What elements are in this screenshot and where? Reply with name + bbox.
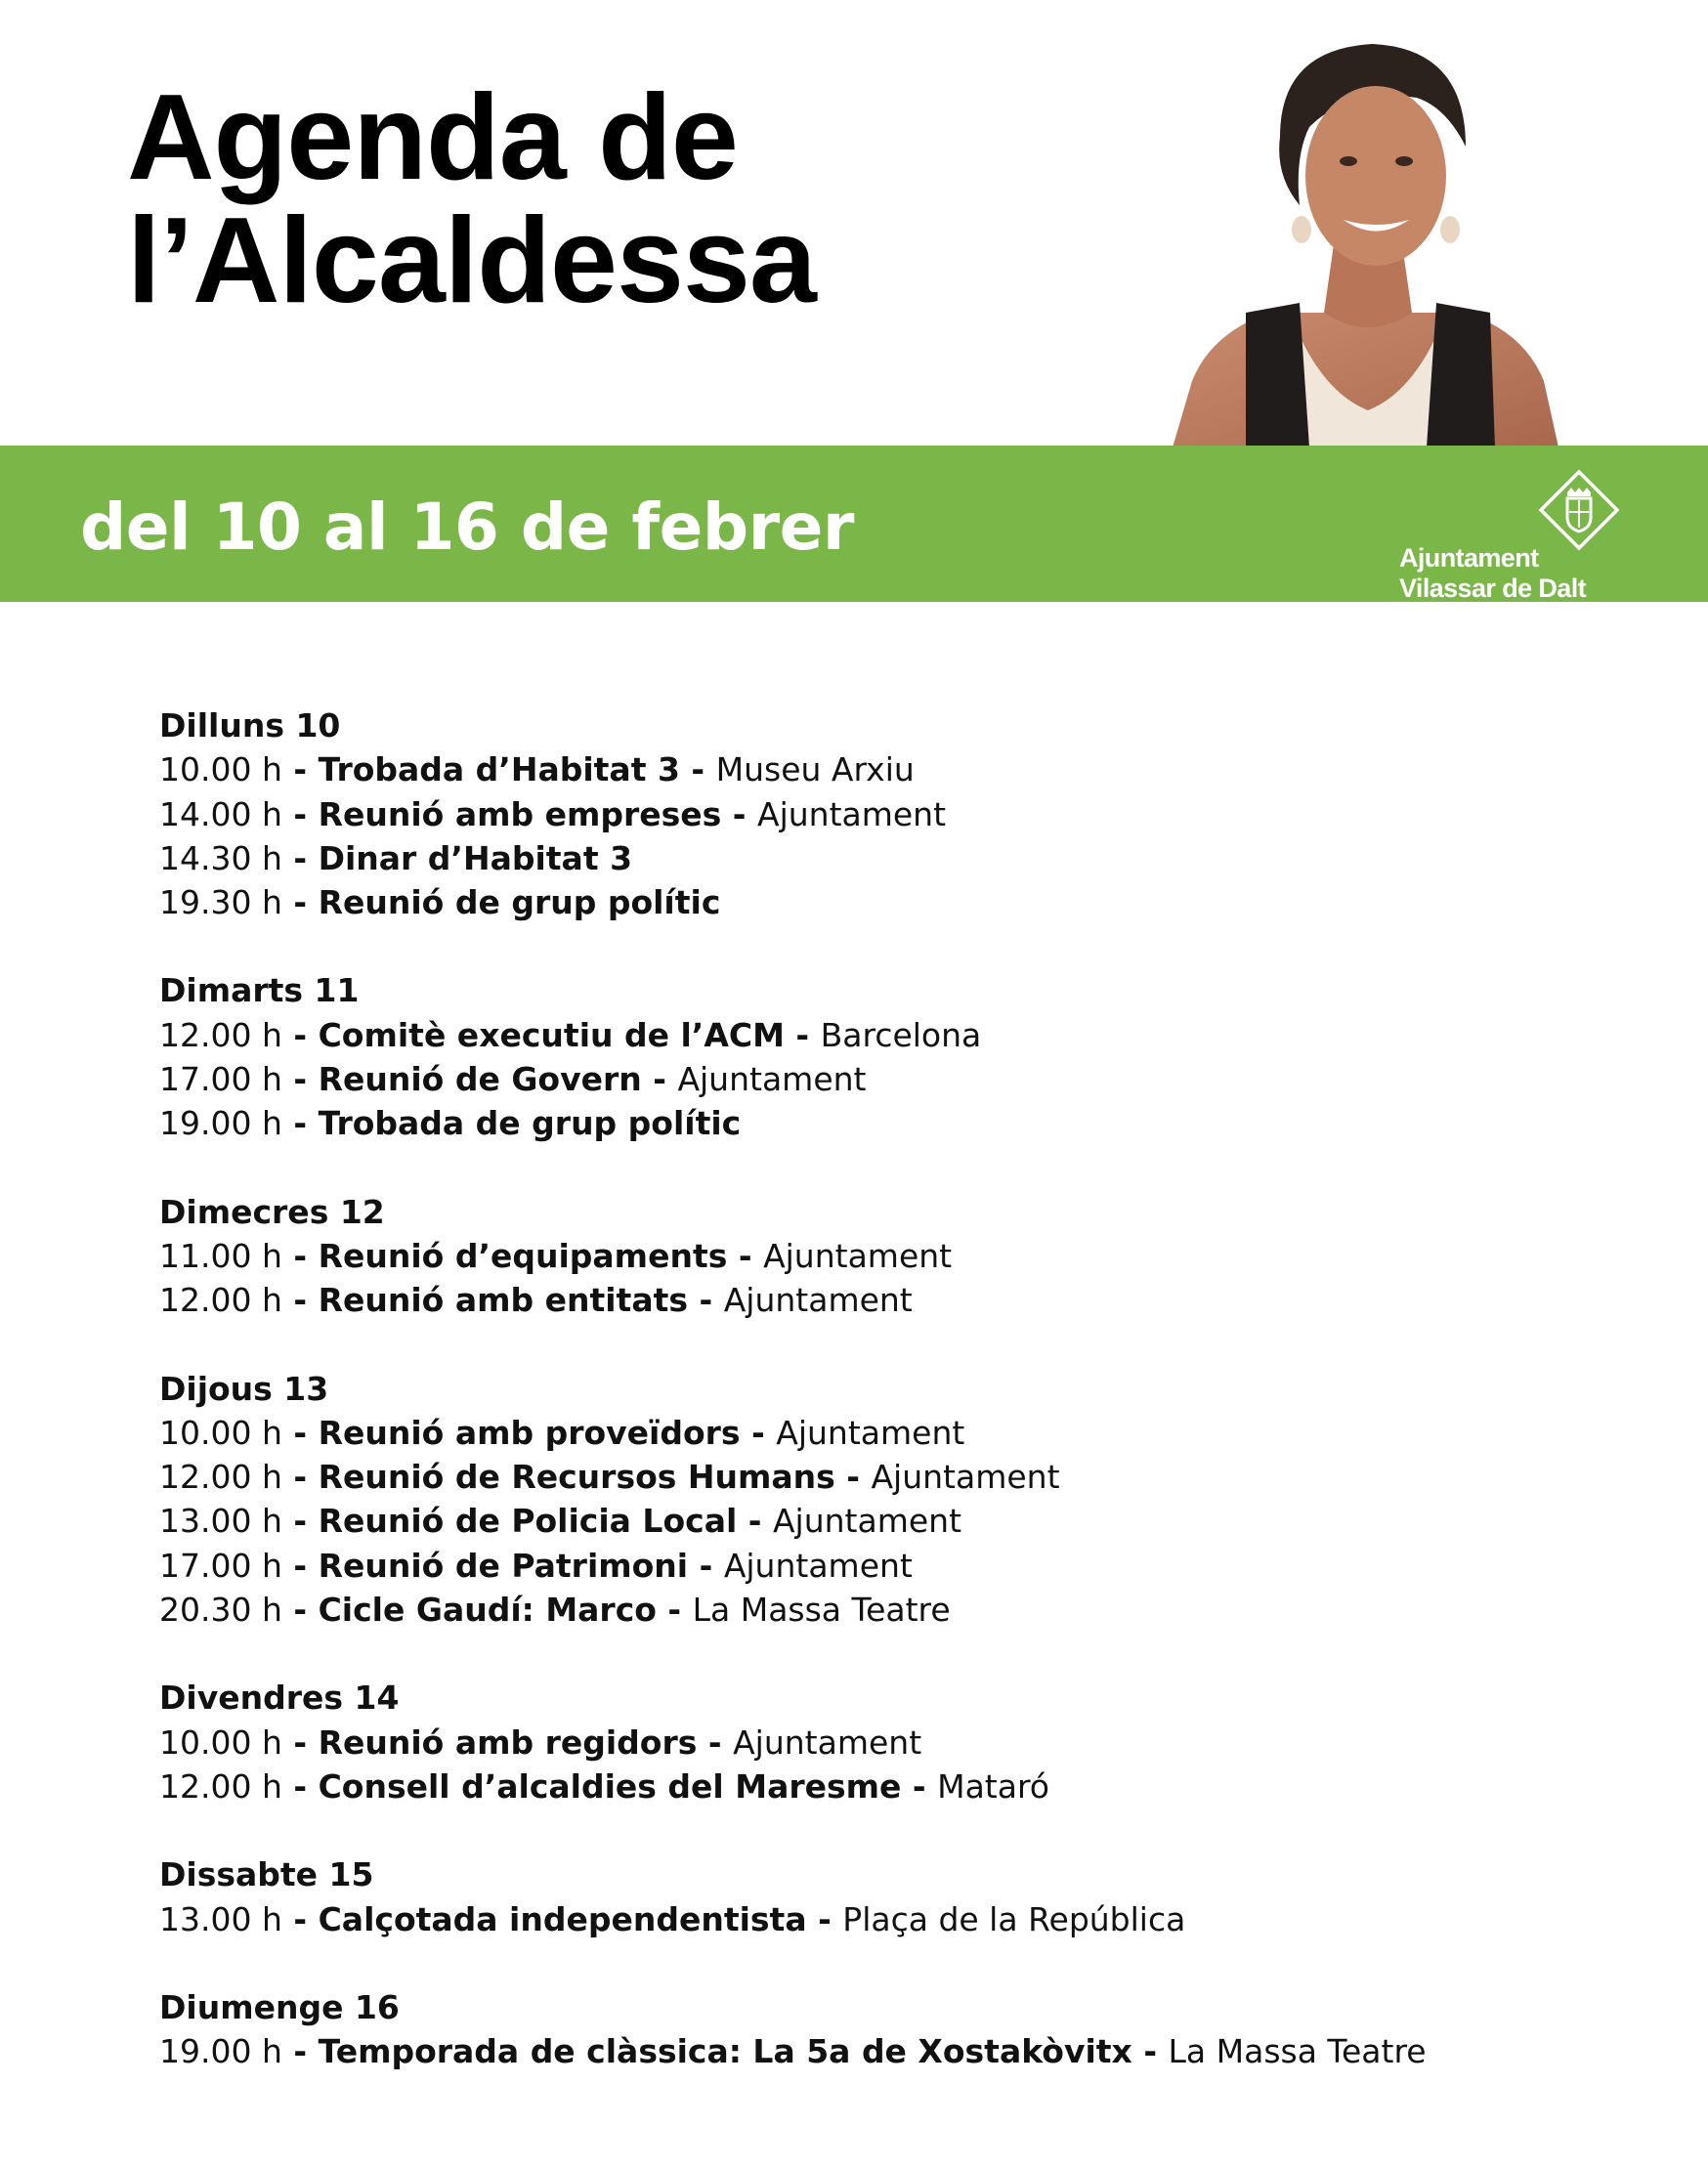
entry-separator: - <box>901 1766 938 1806</box>
entry-place: Plaça de la República <box>842 1899 1186 1938</box>
entry-event: Reunió de Govern <box>318 1060 642 1099</box>
agenda-entry <box>159 1234 1664 1278</box>
agenda-entry <box>159 836 1664 880</box>
entry-event: Comitè executiu de l’ACM <box>318 1015 785 1054</box>
logo-text <box>1399 543 1586 604</box>
entry-place: Mataró <box>937 1766 1049 1806</box>
agenda-entry <box>159 1499 1664 1543</box>
entry-separator: - <box>740 1413 777 1452</box>
entry-event: Reunió amb regidors <box>318 1722 698 1762</box>
entry-event: Reunió amb empreses <box>318 794 722 833</box>
agenda-day <box>159 1190 1664 1323</box>
entry-event: Reunió de Patrimoni <box>318 1546 689 1585</box>
entry-place: Ajuntament <box>772 1502 962 1541</box>
entry-place: Ajuntament <box>723 1546 913 1585</box>
entry-time: 19.00 h <box>159 2032 282 2071</box>
entry-place: Ajuntament <box>723 1281 913 1320</box>
agenda-day <box>159 968 1664 1145</box>
entry-separator: - <box>806 1899 843 1938</box>
entry-separator: - <box>281 883 319 922</box>
entry-separator: - <box>641 1060 678 1099</box>
title-line-2: l’Alcaldessa <box>127 193 816 328</box>
entry-time: 12.00 h <box>159 1458 282 1497</box>
entry-separator: - <box>688 1546 724 1585</box>
entry-time: 10.00 h <box>159 1413 282 1452</box>
entry-event: Trobada de grup polític <box>318 1104 742 1143</box>
entry-event: Cicle Gaudí: Marco <box>318 1591 657 1630</box>
entry-separator: - <box>737 1502 773 1541</box>
day-title: Dissabte 15 <box>159 1855 374 1894</box>
entry-event: Trobada d’Habitat 3 <box>318 750 680 789</box>
entry-separator: - <box>281 1722 319 1762</box>
entry-separator: - <box>281 1458 319 1497</box>
date-range: del 10 al 16 de febrer <box>80 489 854 565</box>
entry-event: Temporada de clàssica: La 5a de Xostakòvitx <box>318 2032 1132 2071</box>
entry-time: 10.00 h <box>159 1722 282 1762</box>
entry-separator: - <box>281 1015 319 1054</box>
day-title: Dimecres 12 <box>159 1192 385 1231</box>
agenda-entry <box>159 1057 1664 1101</box>
entry-place: Ajuntament <box>763 1236 953 1275</box>
entry-time: 19.00 h <box>159 1104 282 1143</box>
entry-place: Ajuntament <box>677 1060 867 1099</box>
entry-event: Reunió de Recursos Humans <box>318 1458 835 1497</box>
entry-separator: - <box>281 1281 319 1320</box>
entry-place: Ajuntament <box>733 1722 922 1762</box>
day-title: Dimarts 11 <box>159 971 360 1010</box>
agenda-day <box>159 1676 1664 1808</box>
ajuntament-logo <box>1397 469 1651 603</box>
coat-of-arms-icon <box>1538 469 1620 551</box>
entry-place: Ajuntament <box>757 794 947 833</box>
agenda-entry <box>159 1013 1664 1057</box>
entry-time: 11.00 h <box>159 1236 282 1275</box>
entry-separator: - <box>281 1104 319 1143</box>
entry-event: Dinar d’Habitat 3 <box>318 838 633 877</box>
entry-place: Museu Arxiu <box>715 750 915 789</box>
agenda-entry <box>159 880 1664 924</box>
entry-time: 12.00 h <box>159 1766 282 1806</box>
entry-separator: - <box>727 1236 764 1275</box>
logo-line-2: Vilassar de Dalt <box>1399 574 1587 603</box>
entry-separator: - <box>281 1413 319 1452</box>
page-title <box>127 70 816 328</box>
entry-separator: - <box>281 1591 319 1630</box>
entry-event: Calçotada independentista <box>318 1899 807 1938</box>
agenda-day <box>159 1985 1664 2074</box>
entry-time: 17.00 h <box>159 1060 282 1099</box>
agenda-entry <box>159 1101 1664 1145</box>
day-title: Dilluns 10 <box>159 706 341 744</box>
entry-event: Reunió d’equipaments <box>318 1236 728 1275</box>
agenda-entry <box>159 1544 1664 1588</box>
entry-separator: - <box>697 1722 734 1762</box>
entry-separator: - <box>281 838 319 877</box>
agenda-entry <box>159 1897 1664 1941</box>
entry-separator: - <box>281 1236 319 1275</box>
agenda-entry <box>159 1721 1664 1765</box>
entry-time: 17.00 h <box>159 1546 282 1585</box>
entry-separator: - <box>1132 2032 1169 2071</box>
entry-separator: - <box>679 750 716 789</box>
entry-time: 12.00 h <box>159 1015 282 1054</box>
agenda-list <box>159 703 1664 2117</box>
agenda-entry <box>159 1455 1664 1499</box>
agenda-entry <box>159 747 1664 791</box>
entry-separator: - <box>656 1591 693 1630</box>
entry-time: 20.30 h <box>159 1591 282 1630</box>
entry-separator: - <box>834 1458 872 1497</box>
agenda-entry <box>159 792 1664 836</box>
agenda-day <box>159 1852 1664 1941</box>
entry-time: 13.00 h <box>159 1899 282 1938</box>
entry-separator: - <box>281 794 319 833</box>
logo-line-1: Ajuntament <box>1399 543 1539 573</box>
entry-separator: - <box>281 1546 319 1585</box>
entry-separator: - <box>281 1766 319 1806</box>
day-title: Divendres 14 <box>159 1679 400 1718</box>
agenda-day <box>159 703 1664 924</box>
entry-time: 14.30 h <box>159 838 282 877</box>
entry-separator: - <box>281 2032 319 2071</box>
day-title: Diumenge 16 <box>159 1987 400 2026</box>
entry-separator: - <box>281 1899 319 1938</box>
title-line-1: Agenda de <box>127 70 738 205</box>
agenda-entry <box>159 2029 1664 2073</box>
entry-event: Consell d’alcaldies del Maresme <box>318 1766 902 1806</box>
day-title: Dijous 13 <box>159 1369 329 1408</box>
entry-place: Barcelona <box>820 1015 982 1054</box>
entry-time: 14.00 h <box>159 794 282 833</box>
date-banner <box>0 446 1708 602</box>
agenda-entry <box>159 1765 1664 1808</box>
entry-event: Reunió de grup polític <box>318 883 721 922</box>
entry-separator: - <box>281 1060 319 1099</box>
entry-time: 13.00 h <box>159 1502 282 1541</box>
entry-separator: - <box>784 1015 821 1054</box>
entry-separator: - <box>721 794 757 833</box>
entry-event: Reunió de Policia Local <box>318 1502 738 1541</box>
entry-separator: - <box>281 750 319 789</box>
entry-place: La Massa Teatre <box>692 1591 951 1630</box>
entry-place: La Massa Teatre <box>1168 2032 1427 2071</box>
entry-place: Ajuntament <box>776 1413 965 1452</box>
entry-event: Reunió amb entitats <box>318 1281 689 1320</box>
entry-separator: - <box>281 1502 319 1541</box>
entry-place: Ajuntament <box>871 1458 1060 1497</box>
agenda-entry <box>159 1588 1664 1632</box>
entry-separator: - <box>688 1281 724 1320</box>
agenda-day <box>159 1367 1664 1633</box>
entry-time: 12.00 h <box>159 1281 282 1320</box>
agenda-entry <box>159 1411 1664 1455</box>
entry-time: 19.30 h <box>159 883 282 922</box>
agenda-entry <box>159 1278 1664 1322</box>
entry-event: Reunió amb proveïdors <box>318 1413 741 1452</box>
mayor-portrait <box>1153 20 1583 447</box>
entry-time: 10.00 h <box>159 750 282 789</box>
